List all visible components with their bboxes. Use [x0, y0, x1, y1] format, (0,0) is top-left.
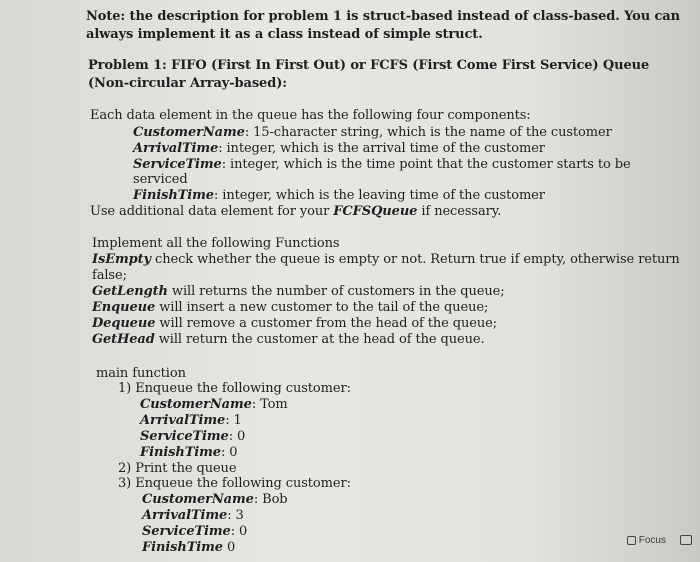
note-line-1: Note: the description for problem 1 is struct-based instead of class-based. You can — [86, 9, 680, 24]
additional-term: FCFSQueue — [333, 204, 418, 219]
field-value: : 0 — [230, 524, 248, 539]
function-getlength — [92, 284, 505, 300]
function-term: Dequeue — [92, 316, 156, 331]
field-term: ServiceTime — [140, 429, 229, 444]
customer2-name — [142, 492, 288, 508]
component-term: CustomerName — [133, 125, 245, 140]
additional-post: if necessary. — [417, 204, 502, 219]
main-step-1 — [118, 381, 351, 397]
function-enqueue — [92, 300, 488, 316]
customer2-finish-time — [142, 540, 235, 556]
component-service-continued: serviced — [133, 172, 188, 187]
focus-overlay[interactable] — [627, 532, 692, 548]
component-finish-time — [133, 188, 545, 204]
field-value: : Tom — [251, 397, 288, 412]
step-number: 2) — [118, 461, 132, 476]
customer1-name — [140, 397, 288, 413]
step-number: 1) — [118, 381, 132, 396]
problem-heading-line-1: Problem 1: FIFO (First In First Out) or FCFS (First Come First Service) Queue — [88, 58, 650, 73]
main-function-title: main function — [96, 366, 186, 381]
step-text: Enqueue the following customer: — [135, 381, 351, 396]
function-term: IsEmpty — [92, 252, 152, 267]
step-text: Print the queue — [135, 461, 237, 476]
field-term: CustomerName — [140, 397, 252, 412]
function-term: Enqueue — [92, 300, 156, 315]
component-customer-name — [133, 125, 612, 141]
step-number: 3) — [118, 476, 132, 491]
field-value: : 0 — [228, 429, 246, 444]
customer1-finish-time — [140, 445, 237, 461]
field-value: 0 — [222, 540, 236, 555]
customer2-service-time — [142, 524, 247, 540]
field-value: : Bob — [253, 492, 288, 507]
field-term: FinishTime — [142, 540, 223, 555]
component-desc: : integer, which is the arrival time of the customer — [218, 141, 545, 156]
function-desc: will returns the number of customers in the queue; — [167, 284, 505, 299]
field-value: : 3 — [227, 508, 244, 523]
field-term: FinishTime — [140, 445, 221, 460]
function-desc: check whether the queue is empty or not. Return true if empty, otherwise return — [151, 252, 680, 267]
function-desc: will remove a customer from the head of the queue; — [155, 316, 498, 331]
focus-label[interactable]: Focus — [638, 534, 666, 546]
field-value: : 1 — [225, 413, 242, 428]
step-text: Enqueue the following customer: — [135, 476, 351, 491]
function-dequeue — [92, 316, 497, 332]
field-term: ArrivalTime — [142, 508, 228, 523]
additional-pre: Use additional data element for your — [90, 204, 334, 219]
field-value: : 0 — [220, 445, 238, 460]
component-desc: : integer, which is the time point that the customer starts to be — [221, 157, 631, 172]
customer1-arrival-time — [140, 413, 242, 429]
component-term: ArrivalTime — [133, 141, 219, 156]
problem-heading-line-2: (Non-circular Array-based): — [88, 76, 287, 91]
functions-intro: Implement all the following Functions — [92, 236, 340, 251]
field-term: CustomerName — [142, 492, 254, 507]
customer2-arrival-time — [142, 508, 244, 524]
component-term: FinishTime — [133, 188, 214, 203]
function-isempty-continued: false; — [92, 268, 127, 283]
main-step-3 — [118, 476, 351, 492]
focus-icon — [627, 536, 636, 545]
field-term: ServiceTime — [142, 524, 231, 539]
additional-element-note — [90, 204, 501, 220]
customer1-service-time — [140, 429, 245, 445]
function-isempty — [92, 252, 680, 268]
component-desc: : 15-character string, which is the name of the customer — [244, 125, 612, 140]
note-line-2: always implement it as a class instead of simple struct. — [86, 27, 483, 42]
function-desc: will return the customer at the head of the queue. — [154, 332, 485, 347]
components-intro: Each data element in the queue has the following four components: — [90, 108, 531, 123]
function-term: GetHead — [92, 332, 155, 347]
function-gethead — [92, 332, 484, 348]
reader-icon[interactable] — [680, 535, 692, 545]
function-desc: will insert a new customer to the tail of the queue; — [155, 300, 489, 315]
field-term: ArrivalTime — [140, 413, 226, 428]
function-term: GetLength — [92, 284, 168, 299]
component-arrival-time — [133, 141, 545, 157]
main-step-2 — [118, 461, 236, 477]
component-service-time — [133, 157, 631, 173]
component-term: ServiceTime — [133, 157, 222, 172]
component-desc: : integer, which is the leaving time of the customer — [213, 188, 545, 203]
